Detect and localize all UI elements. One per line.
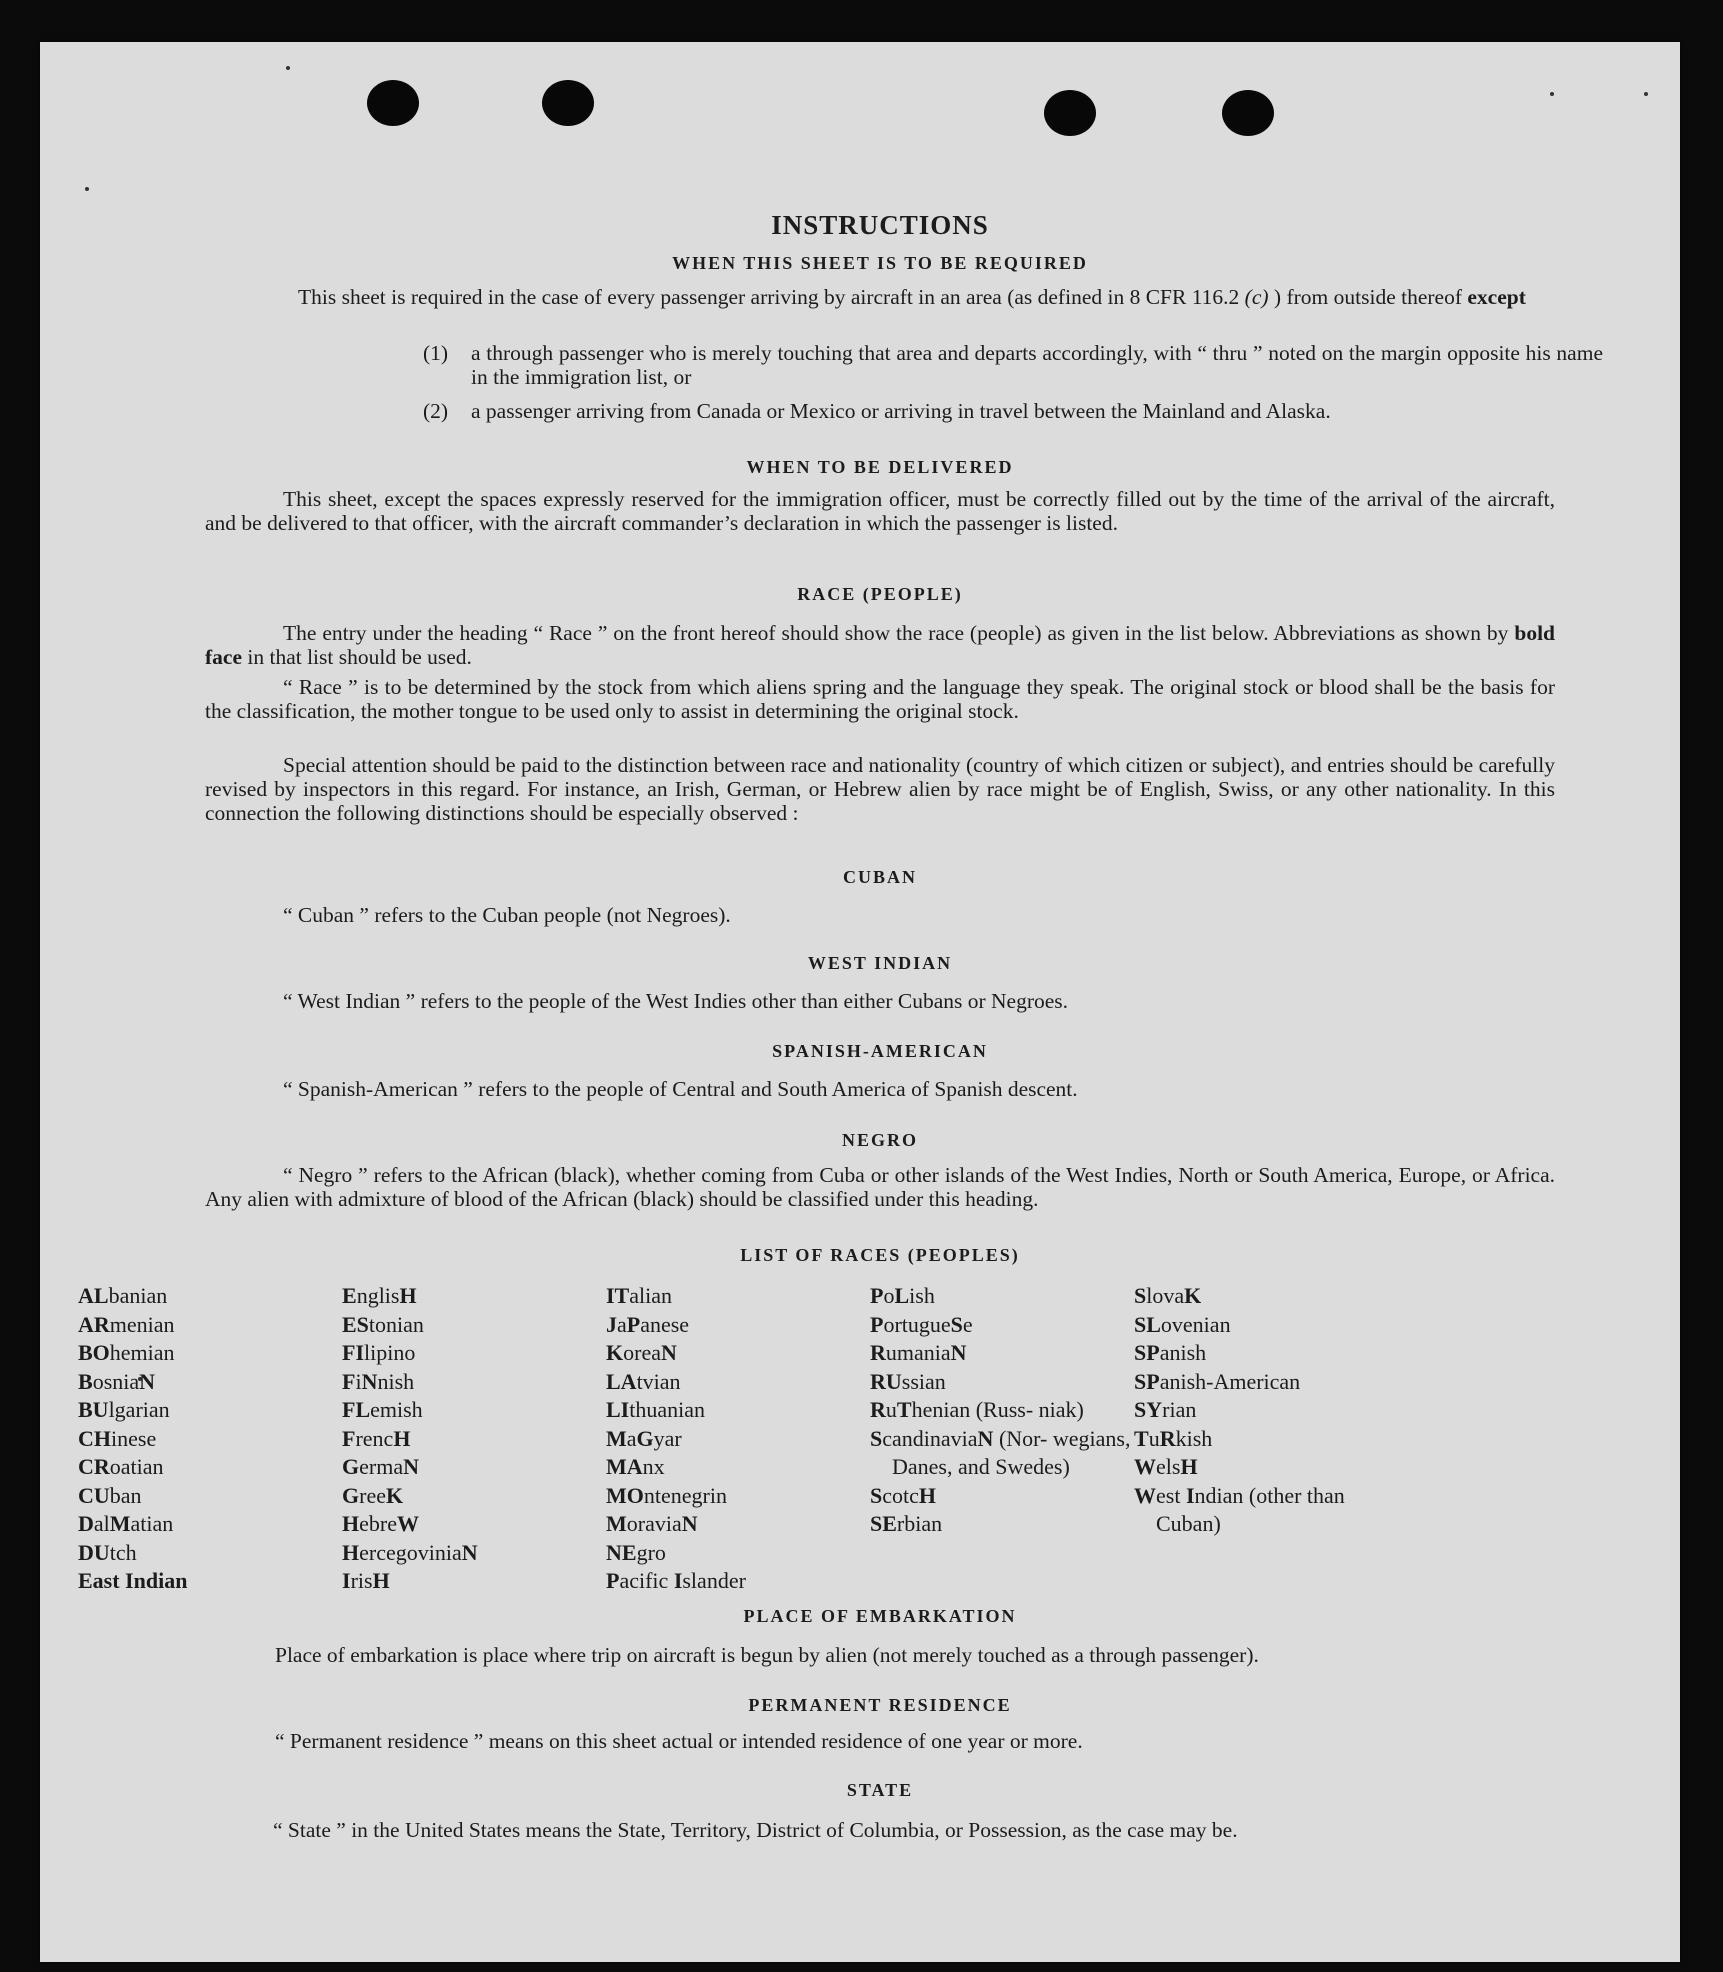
race-abbrev: FI bbox=[342, 1340, 364, 1365]
race-abbrev: G bbox=[342, 1482, 360, 1508]
race-entry bbox=[1134, 1282, 1398, 1311]
race-entry bbox=[870, 1482, 1134, 1511]
race-text: atian bbox=[130, 1511, 174, 1536]
race-abbrev: R bbox=[870, 1397, 886, 1422]
race-abbrev: MA bbox=[606, 1454, 643, 1479]
race-entry bbox=[870, 1396, 1134, 1425]
race-abbrev: D bbox=[78, 1511, 94, 1536]
item-number: (2) bbox=[423, 399, 449, 423]
race-abbrev: P bbox=[626, 1311, 641, 1337]
heading-spanish-american: SPANISH-AMERICAN bbox=[772, 1041, 988, 1061]
race-abbrev: AR bbox=[78, 1311, 110, 1337]
race-entry bbox=[78, 1510, 342, 1539]
race-abbrev: N bbox=[681, 1511, 698, 1536]
race-abbrev: H bbox=[1180, 1454, 1198, 1479]
race-text: ssian bbox=[901, 1368, 946, 1394]
race-abbrev: LA bbox=[606, 1368, 637, 1394]
race-entry bbox=[606, 1453, 870, 1482]
race-entry bbox=[870, 1339, 1134, 1368]
dust-speck bbox=[85, 187, 89, 191]
race-entry bbox=[78, 1282, 342, 1311]
race-entry bbox=[1134, 1453, 1398, 1482]
dust-speck bbox=[1550, 92, 1554, 96]
race-entry bbox=[870, 1282, 1134, 1311]
item-text: a passenger arriving from Canada or Mexico or arriving in travel between the Mainland and Alaska. bbox=[471, 399, 1331, 423]
race-abbrev: S bbox=[950, 1311, 963, 1337]
page-title: INSTRUCTIONS bbox=[771, 210, 989, 240]
heading-cuban: CUBAN bbox=[842, 867, 917, 887]
race-text: ris bbox=[350, 1568, 373, 1593]
race-entry bbox=[870, 1510, 1134, 1539]
race-abbrev: N bbox=[139, 1368, 156, 1394]
race-entry bbox=[342, 1396, 606, 1425]
race-text: yar bbox=[653, 1425, 682, 1451]
west-indian-text: “ West Indian ” refers to the people of the West Indies other than either Cubans or Negroes. bbox=[283, 989, 1069, 1013]
race-entry bbox=[78, 1311, 342, 1340]
race-entry bbox=[342, 1567, 606, 1596]
race-abbrev: W bbox=[1134, 1482, 1156, 1508]
race-entry bbox=[606, 1339, 870, 1368]
race-text: banian bbox=[108, 1283, 168, 1308]
heading-west-indian: WEST INDIAN bbox=[807, 953, 953, 973]
heading-race: RACE (PEOPLE) bbox=[797, 584, 963, 604]
heading-embarkation: PLACE OF EMBARKATION bbox=[743, 1606, 1017, 1626]
race-paragraph-1 bbox=[205, 621, 1555, 669]
race-text: hemian bbox=[109, 1340, 175, 1365]
race-entry bbox=[78, 1567, 342, 1596]
race-text: inese bbox=[111, 1425, 157, 1451]
negro-text: “ Negro ” refers to the African (black), whether coming from Cuba or other islands of the West Indies, North or South America, Europe, or Africa. Any alien with admixture of blood of the African (black) should be classified under this heading. bbox=[205, 1163, 1555, 1211]
race-entry bbox=[78, 1539, 342, 1568]
race-abbrev: E bbox=[342, 1283, 357, 1308]
exception-item-1 bbox=[423, 341, 1603, 389]
race-text: candinavia bbox=[882, 1425, 978, 1451]
race-abbrev: J bbox=[606, 1311, 617, 1337]
heading-when-delivered: WHEN TO BE DELIVERED bbox=[746, 457, 1014, 477]
race-column-1 bbox=[78, 1282, 342, 1596]
punch-hole bbox=[367, 80, 419, 126]
race-text: alian bbox=[629, 1283, 673, 1308]
race-entry bbox=[606, 1567, 870, 1596]
race-abbrev: S bbox=[870, 1482, 883, 1508]
intro-text: This sheet is required in the case of every passenger arriving by aircraft in an area (as defined in 8 CFR 116.2 bbox=[298, 285, 1245, 309]
race-abbrev: P bbox=[870, 1311, 884, 1337]
race-abbrev: LI bbox=[606, 1397, 630, 1422]
race-abbrev: NE bbox=[606, 1539, 637, 1565]
race-abbrev: H bbox=[372, 1568, 390, 1593]
race-bold-text: bold face bbox=[205, 621, 1555, 669]
race-text: nish bbox=[377, 1368, 415, 1394]
race-text: nx bbox=[642, 1454, 665, 1479]
race-list bbox=[78, 1282, 1398, 1596]
heading-when-required: WHEN THIS SHEET IS TO BE REQUIRED bbox=[672, 253, 1088, 273]
race-text: tonian bbox=[368, 1311, 424, 1337]
race-text: al bbox=[93, 1511, 110, 1536]
race-entry bbox=[1134, 1396, 1398, 1425]
race-entry bbox=[342, 1368, 606, 1397]
race-entry bbox=[606, 1539, 870, 1568]
race-abbrev: G bbox=[636, 1425, 654, 1451]
race-entry bbox=[342, 1539, 606, 1568]
race-text: o bbox=[883, 1283, 895, 1308]
race-text: henian (Russ- niak) bbox=[911, 1397, 1084, 1422]
race-abbrev: H bbox=[393, 1425, 411, 1451]
exception-item-2 bbox=[423, 399, 1603, 423]
race-entry bbox=[606, 1425, 870, 1454]
race-abbrev: S bbox=[1134, 1283, 1147, 1308]
intro-ref: (c) bbox=[1244, 285, 1269, 309]
race-abbrev: CH bbox=[78, 1425, 111, 1451]
race-text: erma bbox=[359, 1454, 404, 1479]
dust-speck bbox=[286, 66, 290, 70]
race-abbrev: W bbox=[1134, 1454, 1156, 1479]
race-paragraph-3: Special attention should be paid to the distinction between race and nationality (country of which citizen or subject), and entries should be carefully revised by inspectors in this regard. For instance, an Irish, German, or Hebrew alien by race might be of English, Swiss, or any other nationality. In this connection the following distinctions should be especially observed : bbox=[205, 753, 1555, 825]
race-text: ovenian bbox=[1160, 1311, 1231, 1337]
race-abbrev: H bbox=[342, 1539, 360, 1565]
race-abbrev: N bbox=[977, 1425, 994, 1451]
race-entry bbox=[342, 1482, 606, 1511]
race-text: tvian bbox=[636, 1368, 681, 1394]
race-text-end: in that list should be used. bbox=[242, 645, 472, 669]
race-abbrev: SE bbox=[870, 1511, 897, 1536]
race-abbrev: F bbox=[342, 1425, 356, 1451]
cuban-text: “ Cuban ” refers to the Cuban people (not Negroes). bbox=[283, 903, 731, 927]
race-entry bbox=[78, 1396, 342, 1425]
race-entry bbox=[606, 1311, 870, 1340]
heading-list-of-races: LIST OF RACES (PEOPLES) bbox=[740, 1245, 1020, 1265]
race-entry bbox=[1134, 1368, 1398, 1397]
race-text: anish bbox=[1159, 1340, 1207, 1365]
race-abbrev: H bbox=[342, 1511, 360, 1536]
race-text: ish bbox=[909, 1283, 935, 1308]
state-text: “ State ” in the United States means the State, Territory, District of Columbia, or Possession, as the case may be. bbox=[273, 1818, 1238, 1842]
race-entry bbox=[1134, 1482, 1398, 1539]
race-abbrev: R bbox=[870, 1340, 886, 1365]
race-abbrev: FL bbox=[342, 1397, 371, 1422]
race-column-2 bbox=[342, 1282, 606, 1596]
race-abbrev: R bbox=[1159, 1425, 1176, 1451]
race-text: ntenegrin bbox=[643, 1482, 727, 1508]
race-abbrev: G bbox=[342, 1454, 360, 1479]
intro-bold: except bbox=[1467, 285, 1526, 309]
race-entry bbox=[342, 1282, 606, 1311]
race-abbrev: S bbox=[870, 1425, 883, 1451]
race-entry bbox=[78, 1339, 342, 1368]
race-abbrev: BO bbox=[78, 1340, 110, 1365]
when-delivered-text: This sheet, except the spaces expressly reserved for the immigration officer, must be correctly filled out by the time of the arrival of the aircraft, and be delivered to that officer, with the aircraft commander’s declaration in which the passenger is listed. bbox=[205, 487, 1555, 535]
race-entry bbox=[606, 1482, 870, 1511]
race-entry bbox=[342, 1311, 606, 1340]
race-abbrev: T bbox=[896, 1397, 912, 1422]
race-entry bbox=[1134, 1339, 1398, 1368]
race-entry bbox=[342, 1453, 606, 1482]
race-text: tch bbox=[109, 1539, 137, 1565]
race-entry bbox=[78, 1453, 342, 1482]
race-column-4 bbox=[870, 1282, 1134, 1596]
race-abbrev: N bbox=[361, 1368, 378, 1394]
punch-hole bbox=[1222, 90, 1274, 136]
race-abbrev: I bbox=[1185, 1482, 1195, 1508]
intro-text-mid: ) from outside thereof bbox=[1268, 285, 1468, 309]
race-abbrev: DU bbox=[78, 1539, 110, 1565]
race-abbrev: RU bbox=[870, 1368, 902, 1394]
race-text: anish-American bbox=[1159, 1368, 1301, 1394]
race-abbrev: L bbox=[894, 1283, 910, 1308]
race-entry bbox=[870, 1368, 1134, 1397]
race-abbrev: AL bbox=[78, 1283, 109, 1308]
punch-hole bbox=[1044, 90, 1096, 136]
race-entry bbox=[342, 1510, 606, 1539]
race-entry bbox=[78, 1425, 342, 1454]
race-text: oravia bbox=[626, 1511, 682, 1536]
permanent-residence-text: “ Permanent residence ” means on this sheet actual or intended residence of one year or more. bbox=[275, 1729, 1083, 1753]
race-abbrev: East Indian bbox=[78, 1568, 188, 1593]
race-text: umania bbox=[885, 1340, 951, 1365]
race-text: orea bbox=[623, 1340, 661, 1365]
race-text: i bbox=[355, 1368, 362, 1394]
document-sheet bbox=[40, 42, 1680, 1962]
race-text: thuanian bbox=[629, 1397, 706, 1422]
race-abbrev: H bbox=[918, 1482, 937, 1508]
heading-negro: NEGRO bbox=[841, 1130, 918, 1150]
race-text: rian bbox=[1162, 1397, 1197, 1422]
race-abbrev: IT bbox=[606, 1283, 630, 1308]
race-entry bbox=[870, 1311, 1134, 1340]
race-text: ercegovinia bbox=[359, 1539, 462, 1565]
spanish-american-text: “ Spanish-American ” refers to the people of Central and South America of Spanish descent. bbox=[283, 1077, 1078, 1101]
race-column-3 bbox=[606, 1282, 870, 1596]
race-text: renc bbox=[355, 1425, 394, 1451]
race-text: est bbox=[1156, 1482, 1186, 1508]
race-text: menian bbox=[109, 1311, 175, 1337]
race-text: acific bbox=[619, 1568, 674, 1593]
race-text: rbian bbox=[896, 1511, 943, 1536]
race-abbrev: P bbox=[870, 1283, 884, 1308]
race-text: ree bbox=[359, 1482, 386, 1508]
race-text: The entry under the heading “ Race ” on the front hereof should show the race (people) as given in the list below. Abbreviations as shown by bbox=[283, 621, 1515, 645]
race-entry bbox=[342, 1425, 606, 1454]
race-abbrev: K bbox=[1184, 1283, 1202, 1308]
when-required-intro bbox=[220, 285, 1555, 309]
race-entry bbox=[606, 1510, 870, 1539]
punch-hole bbox=[542, 80, 594, 126]
race-text: ban bbox=[109, 1482, 142, 1508]
race-abbrev: SP bbox=[1134, 1368, 1160, 1394]
race-abbrev: CU bbox=[78, 1482, 110, 1508]
race-text: lipino bbox=[364, 1340, 416, 1365]
race-text: els bbox=[1156, 1454, 1181, 1479]
race-abbrev: W bbox=[396, 1511, 419, 1536]
race-entry bbox=[606, 1396, 870, 1425]
race-abbrev: ES bbox=[342, 1311, 369, 1337]
race-abbrev: CR bbox=[78, 1454, 110, 1479]
race-abbrev: BU bbox=[78, 1397, 109, 1422]
race-abbrev: H bbox=[399, 1283, 417, 1308]
race-abbrev: T bbox=[1134, 1425, 1149, 1451]
race-abbrev: I bbox=[673, 1568, 683, 1593]
race-abbrev: N bbox=[461, 1539, 478, 1565]
race-abbrev: N bbox=[403, 1454, 419, 1479]
race-entry bbox=[870, 1425, 1134, 1482]
race-abbrev: M bbox=[606, 1511, 627, 1536]
race-text: ndian (other than Cuban) bbox=[1156, 1482, 1345, 1536]
item-number: (1) bbox=[423, 341, 449, 365]
race-column-5 bbox=[1134, 1282, 1398, 1596]
race-abbrev: N bbox=[660, 1340, 677, 1365]
race-entry bbox=[1134, 1311, 1398, 1340]
race-abbrev: B bbox=[78, 1368, 93, 1394]
race-abbrev: SP bbox=[1134, 1340, 1160, 1365]
race-entry bbox=[606, 1368, 870, 1397]
race-abbrev: F bbox=[342, 1368, 356, 1394]
race-text: e bbox=[962, 1311, 973, 1337]
race-abbrev: M bbox=[606, 1425, 627, 1451]
race-text: a bbox=[617, 1311, 627, 1337]
race-text: lgarian bbox=[108, 1397, 170, 1422]
race-text: a bbox=[626, 1425, 637, 1451]
race-text: slander bbox=[682, 1568, 746, 1593]
race-paragraph-2: “ Race ” is to be determined by the stock from which aliens spring and the language they speak. The original stock or blood shall be the basis for the classification, the mother tongue to be used only to assist in determining the original stock. bbox=[205, 675, 1555, 723]
race-abbrev: N bbox=[950, 1340, 967, 1365]
race-abbrev: K bbox=[385, 1482, 404, 1508]
race-text: osnia bbox=[92, 1368, 140, 1394]
race-abbrev: SL bbox=[1134, 1311, 1161, 1337]
race-text: cotc bbox=[882, 1482, 919, 1508]
race-text: nglis bbox=[356, 1283, 400, 1308]
race-abbrev: I bbox=[342, 1568, 351, 1593]
race-text: gro bbox=[636, 1539, 666, 1565]
embarkation-text: Place of embarkation is place where trip on aircraft is begun by alien (not merely touched as a through passenger). bbox=[275, 1643, 1259, 1667]
item-text: a through passenger who is merely touching that area and departs accordingly, with “ thru ” noted on the margin opposite his name in the immigration list, or bbox=[471, 341, 1603, 389]
race-abbrev: SY bbox=[1134, 1397, 1163, 1422]
race-entry bbox=[342, 1339, 606, 1368]
heading-state: STATE bbox=[846, 1780, 914, 1800]
heading-permanent-residence: PERMANENT RESIDENCE bbox=[748, 1695, 1012, 1715]
race-text: ortugue bbox=[883, 1311, 951, 1337]
race-abbrev: MO bbox=[606, 1482, 644, 1508]
race-text: lova bbox=[1146, 1283, 1185, 1308]
race-text: anese bbox=[640, 1311, 690, 1337]
race-entry bbox=[606, 1282, 870, 1311]
race-text: oatian bbox=[109, 1454, 164, 1479]
race-abbrev: P bbox=[606, 1568, 620, 1593]
race-abbrev: M bbox=[109, 1511, 131, 1536]
race-entry bbox=[78, 1368, 342, 1397]
race-text: ebre bbox=[359, 1511, 397, 1536]
race-entry bbox=[1134, 1425, 1398, 1454]
dust-speck bbox=[1644, 92, 1648, 96]
race-entry bbox=[78, 1482, 342, 1511]
race-text: (Nor- wegians, Danes, and Swedes) bbox=[892, 1425, 1131, 1479]
race-text: kish bbox=[1175, 1425, 1213, 1451]
race-abbrev: K bbox=[606, 1340, 624, 1365]
race-text: emish bbox=[370, 1397, 423, 1422]
race-text: u bbox=[1148, 1425, 1160, 1451]
race-text: u bbox=[885, 1397, 897, 1422]
